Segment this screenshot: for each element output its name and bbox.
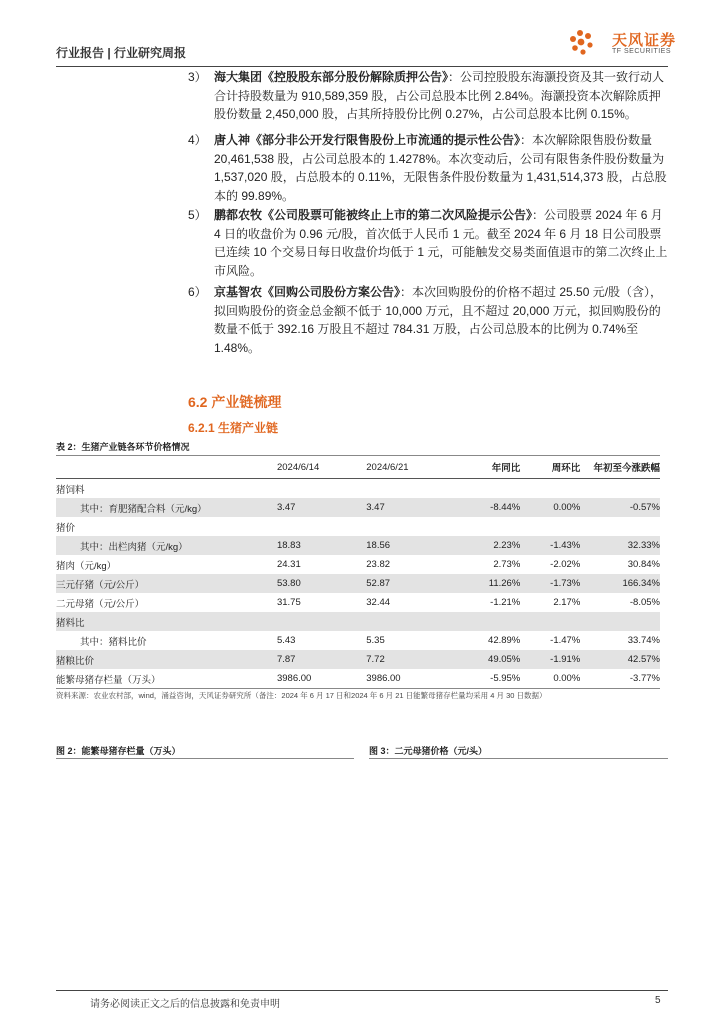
table-cell: 5.35: [366, 631, 455, 650]
brand-name-en: TF SECURITIES: [612, 48, 672, 55]
row-label: 二元母猪（元/公斤）: [56, 593, 277, 612]
item-number: 5）: [188, 208, 207, 222]
table-cell: 3.47: [277, 498, 366, 517]
table-row: [56, 479, 660, 499]
table-cell: 2.17%: [520, 593, 580, 612]
row-label: 猪粮比价: [56, 650, 277, 669]
item-number: 6）: [188, 285, 207, 299]
figure-rule: [56, 758, 354, 759]
table-row: [56, 517, 660, 536]
table-row: [56, 555, 660, 574]
item-title: 海大集团《控股股东部分股份解除质押公告》: [214, 70, 449, 84]
col-header: [56, 456, 277, 479]
table-cell: 42.57%: [580, 650, 660, 669]
report-type-label: 行业报告 | 行业研究周报: [56, 46, 187, 60]
table-cell: -1.21%: [456, 593, 521, 612]
item-body: ：公司控股股东海灏投资及其一致行动人合计持股数量为 910,589,359 股，占公司总股本比例 2.84%。海灏投资本次解除质押股份数量 2,450,000 股，占其所持股份比例 0.27%，占公司总股本比例 0.15%。: [214, 70, 665, 121]
subsection-heading: 6.2.1 生猪产业链: [188, 421, 279, 435]
announcement-item: [188, 283, 668, 357]
table-cell: 52.87: [366, 574, 455, 593]
table-cell: -8.05%: [580, 593, 660, 612]
table-cell: 7.72: [366, 650, 455, 669]
section-heading: 6.2 产业链梳理: [188, 394, 282, 410]
figure-title: 图 3：二元母猪价格（元/头）: [369, 746, 488, 756]
table-cell: 23.82: [366, 555, 455, 574]
footer-divider: [56, 990, 668, 991]
table-cell: -1.73%: [520, 574, 580, 593]
table-row: [56, 669, 660, 689]
header-divider: [56, 66, 668, 67]
table-cell: 2.73%: [456, 555, 521, 574]
table-cell: 0.00%: [520, 669, 580, 689]
item-number: 4）: [188, 133, 207, 147]
table-cell: -1.43%: [520, 536, 580, 555]
row-label: 猪料比: [56, 612, 277, 631]
table-cell: 3986.00: [277, 669, 366, 689]
brand-name: 天风证券: [612, 32, 677, 49]
table-cell: 42.89%: [456, 631, 521, 650]
announcement-item: [188, 68, 668, 124]
table-cell: -2.02%: [520, 555, 580, 574]
item-number: 3）: [188, 70, 207, 84]
table-cell: 5.43: [277, 631, 366, 650]
row-label: 猪价: [56, 517, 277, 536]
item-body: ：公司股票 2024 年 6 月 4 日的收盘价为 0.96 元/股，首次低于人民币 1 元。截至 2024 年 6 月 18 日公司股票已连续 10 个交易日每日收盘价均低于 1 元，可能触发交易类面值退市的第二次终止上市风险。: [214, 208, 668, 278]
announcement-item: [188, 206, 668, 280]
table-cell: 32.44: [366, 593, 455, 612]
table-row: [56, 593, 660, 612]
table-cell: -5.95%: [456, 669, 521, 689]
table-cell: 30.84%: [580, 555, 660, 574]
table-cell: 18.83: [277, 536, 366, 555]
table-cell: 7.87: [277, 650, 366, 669]
row-label: 其中：出栏肉猪（元/kg）: [56, 536, 277, 555]
table-cell: 24.31: [277, 555, 366, 574]
col-header: 周环比: [520, 456, 580, 479]
col-header: 2024/6/14: [277, 456, 366, 479]
row-label: 三元仔猪（元/公斤）: [56, 574, 277, 593]
item-title: 唐人神《部分非公开发行限售股份上市流通的提示性公告》: [214, 133, 521, 147]
price-table: [56, 456, 660, 689]
table-cell: 31.75: [277, 593, 366, 612]
announcement-item: [188, 131, 668, 205]
item-body: ：本次解除限售股份数量 20,461,538 股，占公司总股本的 1.4278%。本次变动后，公司有限售条件股份数量为 1,537,020 股，占总股本的 0.11%，无限售条件股份数量为 1,431,514,373 股，占总股本的 99.89%。: [214, 133, 667, 203]
table-cell: 33.74%: [580, 631, 660, 650]
figure-rule: [369, 758, 668, 759]
table-title: 表 2：生猪产业链各环节价格情况: [56, 442, 190, 452]
table-cell: -3.77%: [580, 669, 660, 689]
table-cell: -0.57%: [580, 498, 660, 517]
table-row: [56, 650, 660, 669]
page-number: 5: [655, 995, 661, 1006]
table-row: [56, 631, 660, 650]
table-cell: -1.91%: [520, 650, 580, 669]
table-cell: 3986.00: [366, 669, 455, 689]
table-cell: 53.80: [277, 574, 366, 593]
table-row: [56, 536, 660, 555]
table-cell: 11.26%: [456, 574, 521, 593]
col-header: 年同比: [456, 456, 521, 479]
row-label: 其中：猪料比价: [56, 631, 277, 650]
row-label: 猪饲料: [56, 479, 277, 499]
figure-title: 图 2：能繁母猪存栏量（万头）: [56, 746, 181, 756]
item-title: 鹏都农牧《公司股票可能被终止上市的第二次风险提示公告》: [214, 208, 533, 222]
row-label: 其中：育肥猪配合料（元/kg）: [56, 498, 277, 517]
table-cell: 2.23%: [456, 536, 521, 555]
table-row: [56, 612, 660, 631]
table-cell: 49.05%: [456, 650, 521, 669]
table-cell: 32.33%: [580, 536, 660, 555]
table-row: [56, 498, 660, 517]
table-cell: 166.34%: [580, 574, 660, 593]
table-row: [56, 574, 660, 593]
row-label: 猪肉（元/kg）: [56, 555, 277, 574]
table-cell: 0.00%: [520, 498, 580, 517]
item-title: 京基智农《回购公司股份方案公告》: [214, 285, 401, 299]
table-cell: -1.47%: [520, 631, 580, 650]
footer-disclaimer: 请务必阅读正文之后的信息披露和免责申明: [90, 999, 280, 1010]
table-cell: 3.47: [366, 498, 455, 517]
row-label: 能繁母猪存栏量（万头）: [56, 669, 277, 689]
item-body: ：本次回购股份的价格不超过 25.50 元/股（含），拟回购股份的资金总金额不低于 10,000 万元，且不超过 20,000 万元，拟回购股份的数量不低于 392.16 万股且不超过 784.31 万股，占公司总股本的比例为 0.74%至 1.48%。: [214, 285, 663, 355]
table-header-row: [56, 456, 660, 479]
col-header: 2024/6/21: [366, 456, 455, 479]
table-cell: 18.56: [366, 536, 455, 555]
table-source-note: 资料来源：农业农村部，wind，涌益咨询，天风证券研究所（备注：2024 年 6 月 17 日和2024 年 6 月 21 日能繁母猪存栏量均采用 4 月 30 日数据）: [56, 691, 547, 700]
col-header: 年初至今涨跌幅: [580, 456, 660, 479]
table-cell: -8.44%: [456, 498, 521, 517]
